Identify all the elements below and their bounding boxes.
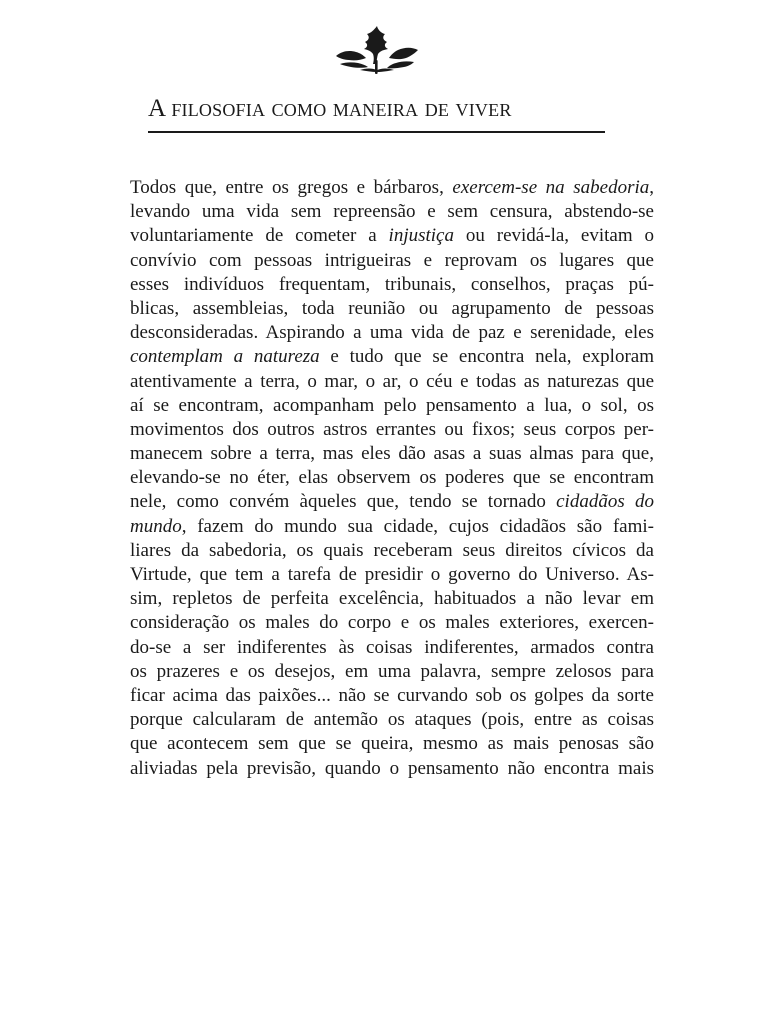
- text-line: [130, 176, 654, 200]
- text-segment: levando uma vida sem repreensão e sem censura, abstendo-se: [130, 201, 654, 223]
- title-rule: [148, 131, 605, 133]
- text-segment: ,: [649, 177, 654, 198]
- text-segment: movimentos dos outros astros errantes ou fixos; seus corpos per-: [130, 418, 654, 440]
- leaf-ornament-icon: [330, 20, 424, 80]
- text-segment: sim, repletos de perfeita excelência, habituados a não levar em: [130, 588, 654, 610]
- text-segment: voluntariamente de cometer a: [130, 225, 389, 247]
- italic-text: exercem-se na sabedoria: [452, 177, 650, 198]
- text-line: [130, 394, 654, 418]
- text-segment: elevando-se no éter, elas observem os poderes que se encontram: [130, 467, 654, 489]
- italic-text: contemplam a natureza: [130, 346, 320, 368]
- body-paragraph: [130, 176, 654, 781]
- text-segment: esses indivíduos frequentam, tribunais, conselhos, praças pú-: [130, 273, 654, 295]
- text-segment: aí se encontram, acompanham pelo pensamento a lua, o sol, os: [130, 394, 654, 416]
- italic-text: cidadãos do: [556, 491, 654, 513]
- text-segment: nele, como convém àqueles que, tendo se tornado: [130, 491, 557, 513]
- text-line: [130, 636, 654, 660]
- text-segment: manecem sobre a terra, mas eles dão asas a suas almas para que,: [130, 443, 654, 465]
- text-segment: liares da sabedoria, os quais receberam seus direitos cívicos da: [130, 539, 654, 561]
- text-line: [130, 515, 654, 539]
- text-segment: convívio com pessoas intrigueiras e reprovam os lugares que: [130, 249, 654, 271]
- text-segment: ficar acima das paixões... não se curvando sob os golpes da sorte: [130, 684, 654, 706]
- text-line: [130, 370, 654, 394]
- chapter-title-text: A filosofia como maneira de viver: [148, 95, 512, 122]
- text-line: [130, 757, 654, 781]
- text-line: [130, 249, 654, 273]
- text-line: [130, 708, 654, 732]
- text-segment: do-se a ser indiferentes às coisas indiferentes, armados contra: [130, 636, 654, 658]
- text-line: [130, 442, 654, 466]
- text-segment: blicas, assembleias, toda reunião ou agrupamento de pessoas: [130, 297, 654, 319]
- chapter-title: [148, 92, 608, 134]
- text-segment: desconsideradas. Aspirando a uma vida de paz e serenidade, eles: [130, 322, 654, 344]
- italic-text: injustiça: [388, 225, 454, 247]
- text-segment: os prazeres e os desejos, em uma palavra, sempre zelosos para: [130, 660, 654, 682]
- text-line: [130, 418, 654, 442]
- text-segment: atentivamente a terra, o mar, o ar, o céu e todas as naturezas que: [130, 370, 654, 392]
- italic-text: mundo: [130, 515, 182, 537]
- text-line: [130, 732, 654, 756]
- text-line: [130, 684, 654, 708]
- text-line: [130, 490, 654, 514]
- text-segment: que acontecem sem que se queira, mesmo as mais penosas são: [130, 733, 654, 755]
- text-segment: porque calcularam de antemão os ataques (pois, entre as coisas: [130, 709, 654, 731]
- text-line: [130, 297, 654, 321]
- text-line: [130, 611, 654, 635]
- text-line: [130, 539, 654, 563]
- text-line: [130, 321, 654, 345]
- text-segment: e tudo que se encontra nela, exploram: [319, 346, 654, 368]
- text-line: [130, 345, 654, 369]
- text-segment: Todos que, entre os gregos e bárbaros,: [130, 177, 453, 198]
- text-segment: Virtude, que tem a tarefa de presidir o governo do Universo. As-: [130, 564, 654, 585]
- text-line: [130, 466, 654, 490]
- text-segment: , fazem do mundo sua cidade, cujos cidadãos são fami-: [181, 515, 654, 537]
- text-segment: consideração os males do corpo e os males exteriores, exercen-: [130, 612, 654, 634]
- text-line: [130, 587, 654, 611]
- text-line: [130, 660, 654, 684]
- text-line: [130, 273, 654, 297]
- text-segment: ou revidá-la, evitam o: [454, 225, 654, 247]
- text-line: [130, 563, 654, 587]
- text-line: [130, 200, 654, 224]
- text-segment: aliviadas pela previsão, quando o pensamento não encontra mais: [130, 757, 654, 779]
- text-line: [130, 224, 654, 248]
